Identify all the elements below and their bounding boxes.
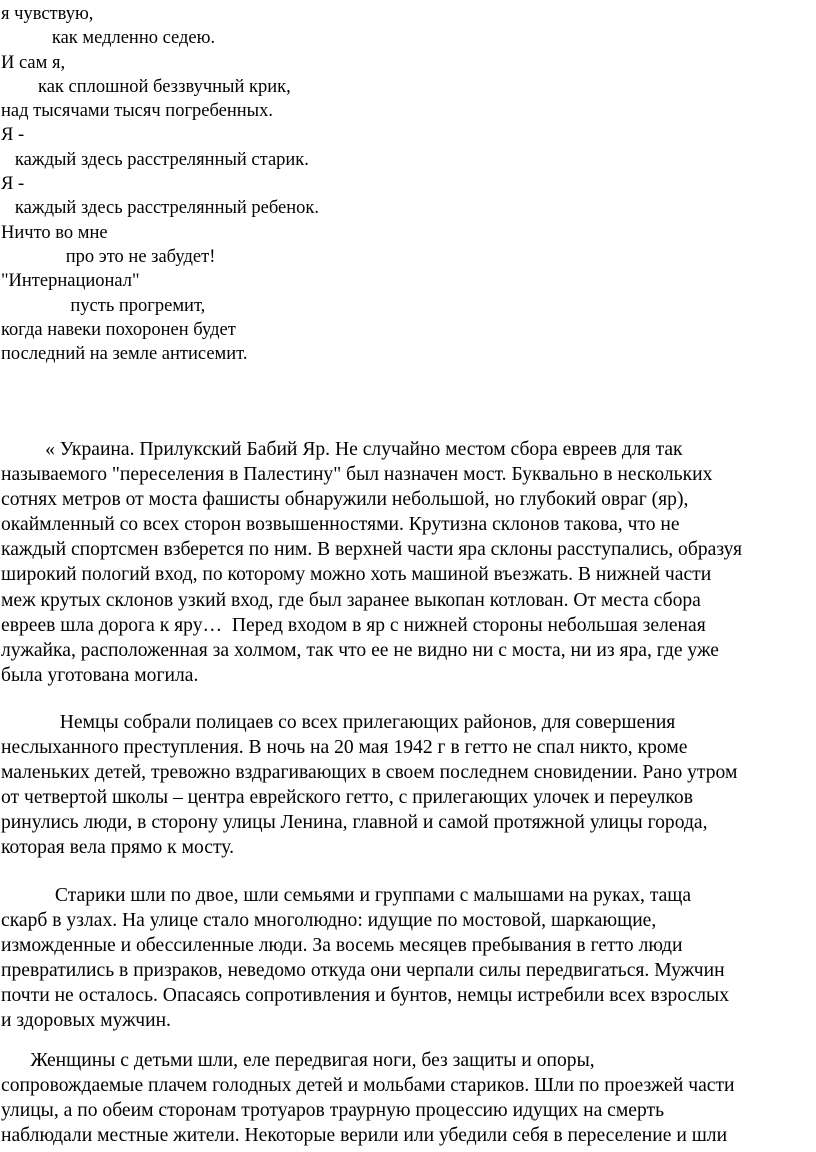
paragraph-line: почти не осталось. Опасаясь сопротивления и бунтов, немцы истребили всех взрослых bbox=[1, 985, 730, 1007]
poem-line: И сам я, bbox=[1, 52, 66, 73]
poem-line: Я - bbox=[1, 174, 25, 195]
paragraph-line: широкий пологий вход, по которому можно хоть машиной въезжать. В нижней части bbox=[1, 564, 712, 586]
paragraph-night-of-may-20 bbox=[1, 710, 816, 861]
paragraph-line: и здоровых мужчин. bbox=[1, 1010, 171, 1032]
paragraph-line: наблюдали местные жители. Некоторые верили или убедили себя в переселение и шли bbox=[1, 1125, 728, 1147]
poem-line: каждый здесь расстрелянный ребенок. bbox=[1, 198, 320, 219]
paragraph-line: превратились в призраков, неведомо откуда они черпали силы передвигаться. Мужчин bbox=[1, 960, 725, 982]
paragraph-line: сопровождаемые плачем голодных детей и мольбами стариков. Шли по проезжей части bbox=[1, 1075, 735, 1097]
poem-line: "Интернационал" bbox=[1, 271, 140, 292]
poem-line: про это не забудет! bbox=[1, 246, 216, 267]
paragraph-line: была уготована могила. bbox=[1, 664, 199, 686]
poem-line: пусть прогремит, bbox=[1, 295, 206, 316]
paragraph-line: Немцы собрали полицаев со всех прилегающих районов, для совершения bbox=[1, 712, 676, 733]
poem-line: Я - bbox=[1, 125, 25, 146]
poem-line: Ничто во мне bbox=[1, 222, 108, 243]
paragraph-line: лужайка, расположенная за холмом, так что ее не видно ни с моста, ни из яра, где уже bbox=[1, 639, 719, 661]
paragraph-line: от четвертой школы – центра еврейского гетто, с прилегающих улочек и переулков bbox=[1, 787, 693, 809]
paragraph-line: неслыханного преступления. В ночь на 20 мая 1942 г в гетто не спал никто, кроме bbox=[1, 737, 688, 759]
paragraph-line: скарб в узлах. На улице стало многолюдно: идущие по мостовой, шаркающие, bbox=[1, 910, 657, 932]
poem-line: над тысячами тысяч погребенных. bbox=[1, 101, 273, 122]
poem-line: я чувствую, bbox=[1, 4, 94, 24]
poem-line: последний на земле антисемит. bbox=[1, 344, 248, 365]
paragraph-line: евреев шла дорога к яру… Перед входом в яр с нижней стороны небольшая зеленая bbox=[1, 614, 706, 636]
paragraph-line: окаймленный со всех сторон возвышенностями. Крутизна склонов такова, что не bbox=[1, 514, 680, 536]
poem-line: когда навеки похоронен будет bbox=[1, 319, 236, 340]
paragraph-old-people-walking bbox=[1, 883, 816, 1034]
paragraph-line: ринулись люди, в сторону улицы Ленина, главной и самой протяжной улицы города, bbox=[1, 812, 708, 834]
poem-block bbox=[1, 2, 319, 366]
paragraph-line: маленьких детей, тревожно вздрагивающих в своем последнем сновидении. Рано утром bbox=[1, 762, 738, 784]
paragraph-line: называемого "переселения в Палестину" был назначен мост. Буквально в нескольких bbox=[1, 464, 713, 486]
paragraph-line: Старики шли по двое, шли семьями и группами с малышами на руках, таща bbox=[1, 885, 692, 906]
paragraph-women-with-children bbox=[1, 1048, 816, 1148]
paragraph-line: « Украина. Прилукский Бабий Яр. Не случайно местом сбора евреев для так bbox=[1, 439, 683, 460]
paragraph-line: каждый спортсмен взберется по ним. В верхней части яра склоны расступались, образуя bbox=[1, 539, 742, 561]
paragraph-line: меж крутых склонов узкий вход, где был заранее выкопан котлован. От места сбора bbox=[1, 589, 701, 611]
paragraph-line: изможденные и обессиленные люди. За восемь месяцев пребывания в гетто люди bbox=[1, 935, 683, 957]
poem-line: как медленно седею. bbox=[1, 28, 216, 49]
poem-line: каждый здесь расстрелянный старик. bbox=[1, 149, 309, 170]
paragraph-line: Женщины с детьми шли, еле передвигая ноги, без защиты и опоры, bbox=[1, 1050, 595, 1071]
paragraph-line: которая вела прямо к мосту. bbox=[1, 837, 235, 859]
paragraph-line: улицы, а по обеим сторонам тротуаров траурную процессию идущих на смерть bbox=[1, 1100, 665, 1122]
paragraph-prilukskiy-babiy-yar bbox=[1, 437, 816, 688]
poem-line: как сплошной беззвучный крик, bbox=[1, 76, 291, 97]
paragraph-line: сотнях метров от моста фашисты обнаружили небольшой, но глубокий овраг (яр), bbox=[1, 489, 689, 511]
